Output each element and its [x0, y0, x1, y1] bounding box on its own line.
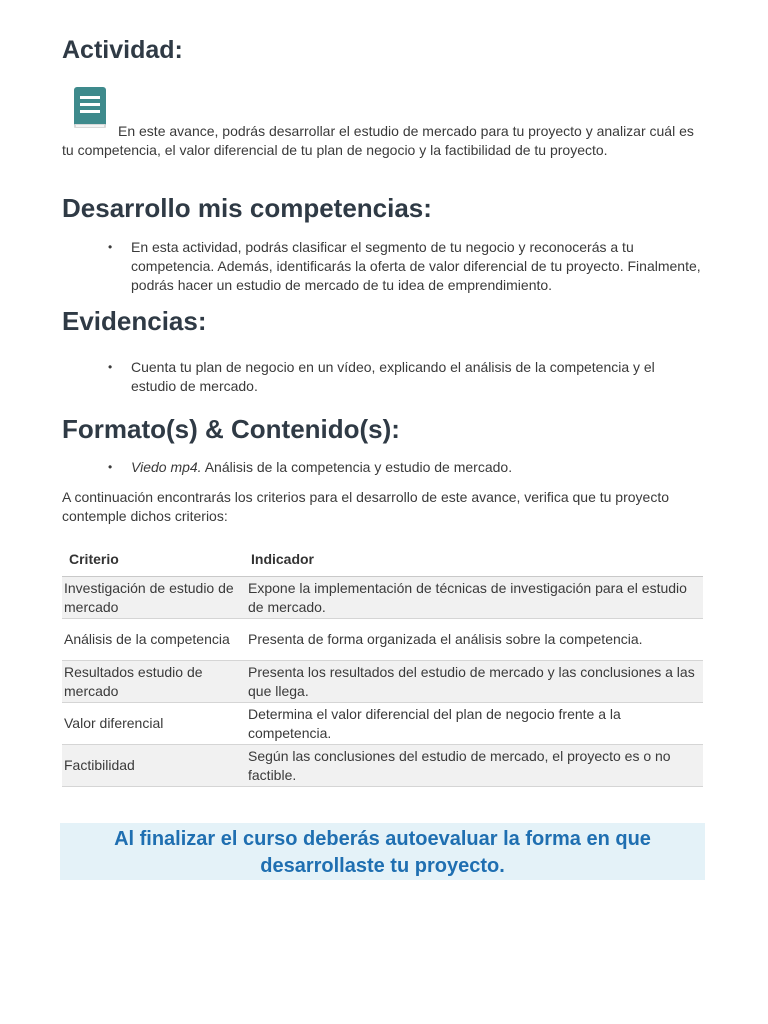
indicador-cell: Según las conclusiones del estudio de mercado, el proyecto es o no factible. [244, 745, 703, 787]
actividad-description [62, 122, 702, 159]
list-item [62, 458, 702, 477]
criteria-intro: A continuación encontrarás los criterios para el desarrollo de este avance, verifica que tu proyecto contemple dichos criterios: [62, 489, 670, 524]
table-row [62, 745, 703, 787]
actividad-text: En este avance, podrás desarrollar el estudio de mercado para tu proyecto y analizar cuál es tu competencia, el valor diferencial de tu plan de negocio y la factibilidad de tu proyecto. [62, 123, 694, 158]
list-item [62, 238, 702, 295]
indicador-cell: Presenta los resultados del estudio de mercado y las conclusiones a las que llega. [244, 661, 703, 703]
self-evaluation-callout: Al finalizar el curso deberás autoevaluar la forma en que desarrollaste tu proyecto. [60, 823, 705, 880]
criteria-table [62, 543, 703, 787]
heading-actividad: Actividad: [62, 36, 183, 64]
table-row [62, 703, 703, 745]
table-row [62, 619, 703, 661]
format-type: Viedo mp4. [131, 459, 202, 475]
criterio-cell: Análisis de la competencia [62, 619, 244, 661]
bullet-icon: • [108, 360, 113, 374]
list-item [62, 358, 702, 396]
indicador-cell: Presenta de forma organizada el análisis sobre la competencia. [244, 619, 703, 661]
criterio-cell: Resultados estudio de mercado [62, 661, 244, 703]
heading-formato: Formato(s) & Contenido(s): [62, 414, 400, 444]
indicador-cell: Determina el valor diferencial del plan de negocio frente a la competencia. [244, 703, 703, 745]
list-item-text: En esta actividad, podrás clasificar el segmento de tu negocio y reconocerás a tu competencia. Además, identificarás la oferta de valor diferencial de tu proyecto. Finalmente, podrás hacer un estudio de mercado de tu idea de emprendimiento. [131, 239, 701, 293]
header-indicador: Indicador [244, 543, 703, 577]
indicador-cell: Expone la implementación de técnicas de investigación para el estudio de mercado. [244, 577, 703, 619]
desarrollo-list [62, 238, 702, 295]
bullet-icon: • [108, 240, 113, 254]
heading-evidencias: Evidencias: [62, 306, 207, 336]
bullet-icon: • [108, 460, 113, 474]
format-description: Análisis de la competencia y estudio de mercado. [204, 459, 513, 475]
criterio-cell: Investigación de estudio de mercado [62, 577, 244, 619]
criterio-cell: Valor diferencial [62, 703, 244, 745]
table-header-row [62, 543, 703, 577]
formato-list [62, 458, 702, 477]
evidencias-list [62, 358, 702, 396]
table-row [62, 577, 703, 619]
table-row [62, 661, 703, 703]
criterio-cell: Factibilidad [62, 745, 244, 787]
heading-desarrollo: Desarrollo mis competencias: [62, 193, 432, 223]
list-item-text: Cuenta tu plan de negocio en un vídeo, explicando el análisis de la competencia y el estudio de mercado. [131, 359, 655, 394]
header-criterio: Criterio [62, 543, 244, 577]
